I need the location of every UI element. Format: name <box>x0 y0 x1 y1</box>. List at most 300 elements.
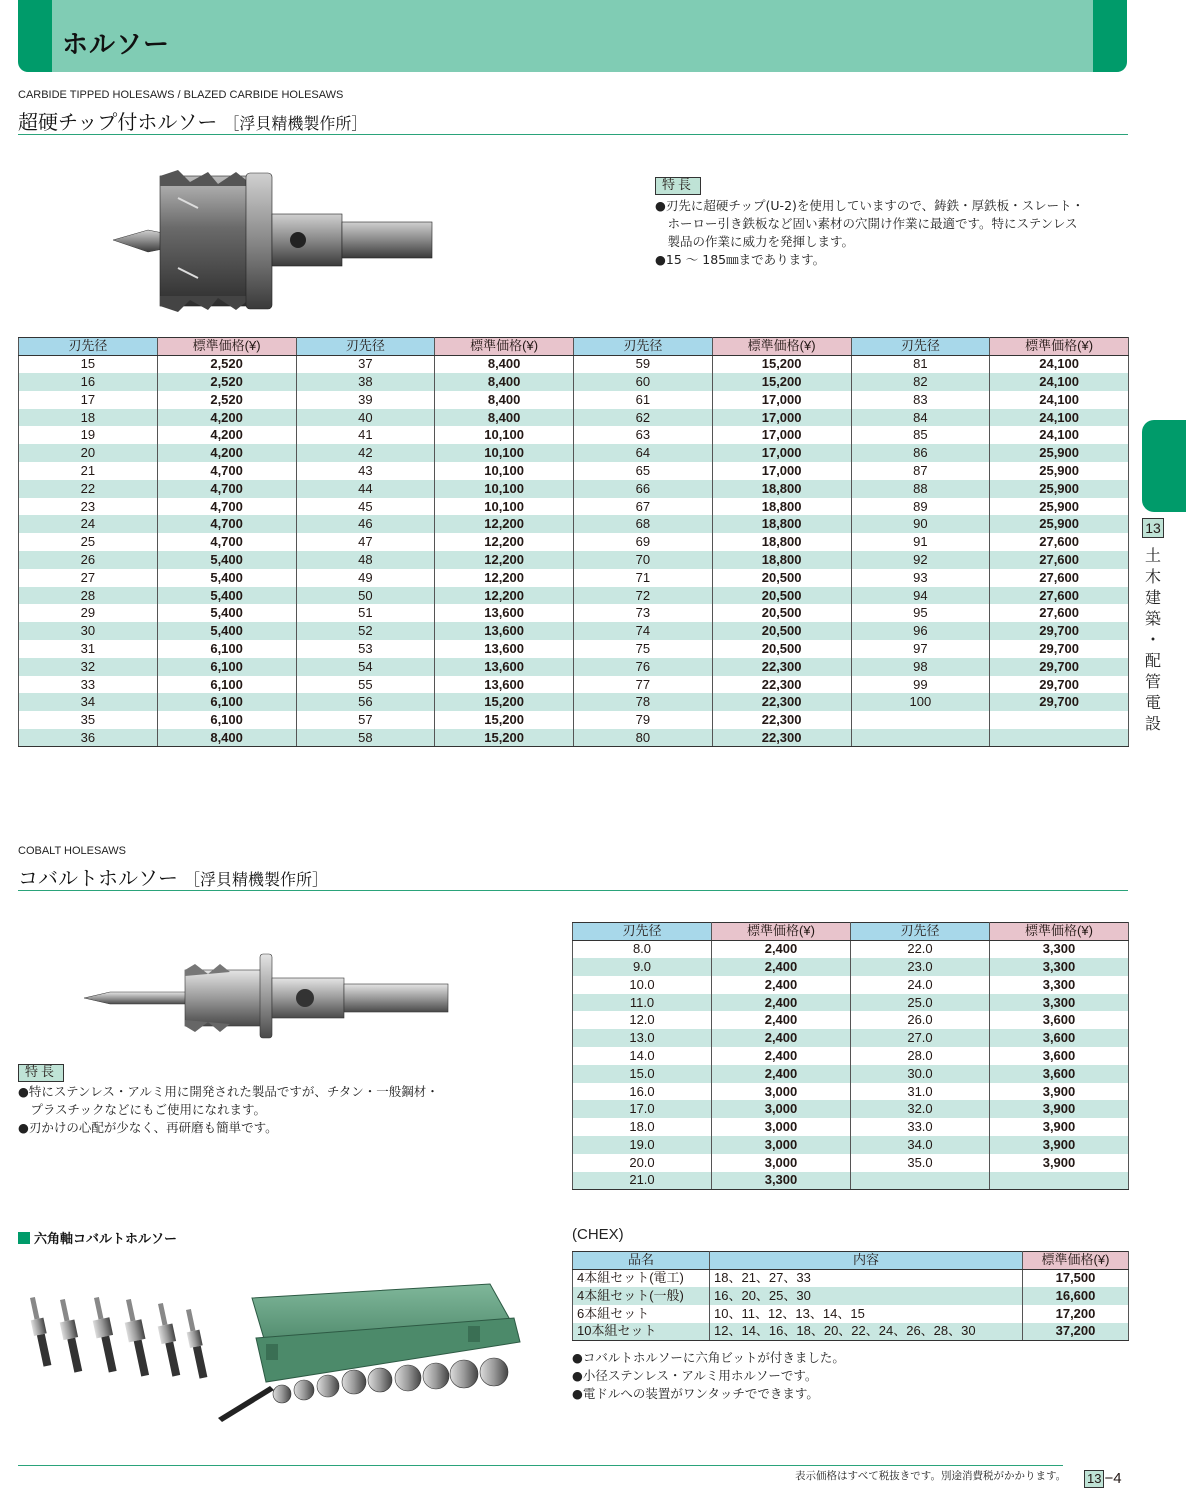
table-row <box>19 587 1129 605</box>
feature-line: ●刃かけの心配が少なく、再研磨も簡単です。 <box>18 1120 278 1135</box>
table-cell: 74 <box>574 622 713 640</box>
price-cell: 15,200 <box>712 373 851 391</box>
column-header: 標準価格(¥) <box>435 338 574 356</box>
price-cell: 24,100 <box>990 426 1129 444</box>
price-cell: 5,400 <box>157 604 296 622</box>
price-cell: 6,100 <box>157 693 296 711</box>
side-char: 土 <box>1144 546 1161 565</box>
carbide-price-table <box>18 337 1129 747</box>
price-cell: 2,400 <box>712 994 851 1012</box>
side-char: 配 <box>1144 651 1161 670</box>
table-row <box>19 355 1129 373</box>
table-cell: 80 <box>574 729 713 747</box>
table-cell: 85 <box>851 426 990 444</box>
price-cell: 2,400 <box>712 1029 851 1047</box>
section2-features-label: 特長 <box>18 1064 64 1082</box>
table-row <box>573 1047 1129 1065</box>
table-cell: 42 <box>296 444 435 462</box>
feature-line: ●特にステンレス・アルミ用に開発された製品ですが、チタン・一般鋼材・ <box>18 1084 439 1099</box>
price-cell: 3,900 <box>990 1136 1129 1154</box>
side-chapter-number: 13 <box>1142 518 1164 538</box>
side-char: ・ <box>1144 630 1161 649</box>
table-cell: 67 <box>574 498 713 516</box>
price-cell: 27,600 <box>990 604 1129 622</box>
column-header: 標準価格(¥) <box>157 338 296 356</box>
page-number <box>1084 1470 1122 1488</box>
price-cell: 3,000 <box>712 1083 851 1101</box>
table-row <box>19 551 1129 569</box>
table-cell: 88 <box>851 480 990 498</box>
table-cell: 89 <box>851 498 990 516</box>
table-row <box>19 480 1129 498</box>
table-cell: 60 <box>574 373 713 391</box>
price-cell: 12,200 <box>435 515 574 533</box>
column-header: 品名 <box>573 1252 710 1270</box>
table-cell: 24 <box>19 515 158 533</box>
price-cell: 18,800 <box>712 498 851 516</box>
price-cell <box>990 1172 1129 1190</box>
price-cell: 5,400 <box>157 569 296 587</box>
side-chapter-label <box>1142 545 1164 734</box>
section3-title <box>18 1228 177 1247</box>
table-cell: 78 <box>574 693 713 711</box>
price-cell: 17,000 <box>712 462 851 480</box>
cobalt-price-table <box>572 922 1129 1190</box>
feature-line: ホーロー引き鉄板など固い素材の穴開け作業に最適です。特にステンレス <box>655 216 1078 231</box>
side-char: 建 <box>1144 588 1161 607</box>
price-cell: 2,400 <box>712 940 851 958</box>
table-cell: 64 <box>574 444 713 462</box>
table-cell: 25.0 <box>851 994 990 1012</box>
section1-english-title: CARBIDE TIPPED HOLESAWS / BLAZED CARBIDE HOLESAWS <box>18 89 344 101</box>
table-row <box>19 426 1129 444</box>
price-cell: 17,000 <box>712 409 851 427</box>
feature-line: プラスチックなどにもご使用になれます。 <box>18 1102 267 1117</box>
table-cell: 18、21、27、33 <box>710 1269 1023 1287</box>
price-cell: 12,200 <box>435 533 574 551</box>
table-row <box>573 1287 1129 1305</box>
price-cell: 4,700 <box>157 480 296 498</box>
price-cell: 20,500 <box>712 604 851 622</box>
table-cell: 61 <box>574 391 713 409</box>
table-cell: 41 <box>296 426 435 444</box>
price-cell: 3,000 <box>712 1136 851 1154</box>
table-cell: 98 <box>851 658 990 676</box>
table-cell: 66 <box>574 480 713 498</box>
price-cell: 4,700 <box>157 462 296 480</box>
table-row <box>19 533 1129 551</box>
price-cell: 20,500 <box>712 622 851 640</box>
table-cell: 79 <box>574 711 713 729</box>
table-cell: 91 <box>851 533 990 551</box>
table-cell: 28 <box>19 587 158 605</box>
price-cell: 8,400 <box>157 729 296 747</box>
table-row <box>573 1305 1129 1323</box>
price-cell: 3,600 <box>990 1029 1129 1047</box>
hex-cobalt-set-image <box>20 1278 530 1426</box>
price-cell: 25,900 <box>990 444 1129 462</box>
price-cell: 10,100 <box>435 426 574 444</box>
table-row <box>19 693 1129 711</box>
price-cell: 4,200 <box>157 409 296 427</box>
price-cell: 24,100 <box>990 409 1129 427</box>
table-cell: 17.0 <box>573 1100 712 1118</box>
price-cell: 4,200 <box>157 426 296 444</box>
price-cell: 27,600 <box>990 569 1129 587</box>
table-cell: 29 <box>19 604 158 622</box>
price-cell: 3,600 <box>990 1047 1129 1065</box>
price-cell: 37,200 <box>1023 1323 1129 1341</box>
table-row <box>19 640 1129 658</box>
price-cell: 20,500 <box>712 587 851 605</box>
price-cell: 15,200 <box>435 693 574 711</box>
header-tab-left <box>18 0 52 72</box>
table-row <box>19 658 1129 676</box>
table-row <box>19 711 1129 729</box>
price-cell: 25,900 <box>990 462 1129 480</box>
price-cell: 22,300 <box>712 711 851 729</box>
price-cell: 18,800 <box>712 551 851 569</box>
table-cell: 34 <box>19 693 158 711</box>
table-cell: 83 <box>851 391 990 409</box>
table-header-row <box>573 923 1129 941</box>
table-cell: 24.0 <box>851 976 990 994</box>
price-cell: 22,300 <box>712 658 851 676</box>
price-cell: 16,600 <box>1023 1287 1129 1305</box>
table-cell: 33 <box>19 676 158 694</box>
price-cell: 2,400 <box>712 1065 851 1083</box>
table-cell: 57 <box>296 711 435 729</box>
price-cell: 3,000 <box>712 1118 851 1136</box>
table-cell: 16.0 <box>573 1083 712 1101</box>
price-cell: 18,800 <box>712 515 851 533</box>
table-cell: 15 <box>19 355 158 373</box>
table-row <box>19 515 1129 533</box>
table-cell: 51 <box>296 604 435 622</box>
table-row <box>19 391 1129 409</box>
table-cell: 23 <box>19 498 158 516</box>
table-cell: 62 <box>574 409 713 427</box>
price-cell: 2,400 <box>712 976 851 994</box>
price-cell: 3,900 <box>990 1154 1129 1172</box>
table-cell: 65 <box>574 462 713 480</box>
table-cell: 77 <box>574 676 713 694</box>
price-cell: 22,300 <box>712 693 851 711</box>
section2-rule <box>18 890 1128 891</box>
table-cell: 90 <box>851 515 990 533</box>
column-header: 刃先径 <box>296 338 435 356</box>
table-cell: 10.0 <box>573 976 712 994</box>
price-cell: 8,400 <box>435 355 574 373</box>
table-cell: 27 <box>19 569 158 587</box>
price-cell: 29,700 <box>990 658 1129 676</box>
page-suffix: −4 <box>1104 1470 1122 1487</box>
price-cell: 8,400 <box>435 373 574 391</box>
table-row <box>19 569 1129 587</box>
header-band <box>18 0 1127 72</box>
table-row <box>573 1065 1129 1083</box>
table-cell: 12、14、16、18、20、22、24、26、28、30 <box>710 1323 1023 1341</box>
table-cell: 28.0 <box>851 1047 990 1065</box>
footer-rule <box>18 1465 1063 1466</box>
side-char: 設 <box>1144 714 1161 733</box>
table-cell: 13.0 <box>573 1029 712 1047</box>
price-cell: 3,300 <box>712 1172 851 1190</box>
price-cell: 6,100 <box>157 711 296 729</box>
price-cell <box>990 729 1129 747</box>
table-cell: 27.0 <box>851 1029 990 1047</box>
table-cell: 22.0 <box>851 940 990 958</box>
section2-maker: ［浮貝精機製作所］ <box>184 870 329 889</box>
price-cell: 17,200 <box>1023 1305 1129 1323</box>
table-row <box>573 1100 1129 1118</box>
note-line: ●小径ステンレス・アルミ用ホルソーです。 <box>572 1368 818 1383</box>
table-row <box>573 1011 1129 1029</box>
price-cell: 27,600 <box>990 551 1129 569</box>
feature-line: 製品の作業に威力を発揮します。 <box>655 234 855 249</box>
column-header: 刃先径 <box>574 338 713 356</box>
table-row <box>19 604 1129 622</box>
section1-rule <box>18 134 1128 135</box>
table-cell: 69 <box>574 533 713 551</box>
table-cell: 93 <box>851 569 990 587</box>
chex-set-table <box>572 1251 1129 1341</box>
table-cell: 35 <box>19 711 158 729</box>
table-cell <box>851 711 990 729</box>
table-row <box>19 462 1129 480</box>
price-cell: 24,100 <box>990 391 1129 409</box>
price-cell: 3,300 <box>990 940 1129 958</box>
table-cell: 54 <box>296 658 435 676</box>
price-cell: 6,100 <box>157 658 296 676</box>
table-cell: 95 <box>851 604 990 622</box>
section3-notes <box>572 1349 845 1403</box>
price-cell: 2,520 <box>157 373 296 391</box>
price-cell: 18,800 <box>712 533 851 551</box>
table-cell: 22 <box>19 480 158 498</box>
price-cell: 2,400 <box>712 1011 851 1029</box>
table-row <box>19 622 1129 640</box>
table-cell: 73 <box>574 604 713 622</box>
table-cell: 20 <box>19 444 158 462</box>
table-row <box>573 1269 1129 1287</box>
price-cell: 3,900 <box>990 1083 1129 1101</box>
table-cell: 59 <box>574 355 713 373</box>
section1-title <box>18 106 367 135</box>
footer-tax-note: 表示価格はすべて税抜きです。別途消費税がかかります。 <box>795 1470 1067 1482</box>
price-cell: 2,400 <box>712 1047 851 1065</box>
table-cell: 87 <box>851 462 990 480</box>
column-header: 標準価格(¥) <box>712 923 851 941</box>
table-cell: 19.0 <box>573 1136 712 1154</box>
column-header: 刃先径 <box>19 338 158 356</box>
price-cell: 12,200 <box>435 569 574 587</box>
table-cell: 8.0 <box>573 940 712 958</box>
table-cell: 9.0 <box>573 958 712 976</box>
price-cell: 3,600 <box>990 1011 1129 1029</box>
table-row <box>19 729 1129 747</box>
table-cell: 18 <box>19 409 158 427</box>
price-cell: 3,300 <box>990 958 1129 976</box>
table-cell: 31.0 <box>851 1083 990 1101</box>
table-cell: 72 <box>574 587 713 605</box>
table-cell: 52 <box>296 622 435 640</box>
price-cell: 18,800 <box>712 480 851 498</box>
table-cell: 16、20、25、30 <box>710 1287 1023 1305</box>
column-header: 内容 <box>710 1252 1023 1270</box>
price-cell: 10,100 <box>435 462 574 480</box>
price-cell: 13,600 <box>435 604 574 622</box>
table-cell: 100 <box>851 693 990 711</box>
table-row <box>19 676 1129 694</box>
price-cell: 10,100 <box>435 480 574 498</box>
table-cell: 49 <box>296 569 435 587</box>
table-cell: 16 <box>19 373 158 391</box>
table-cell: 26 <box>19 551 158 569</box>
side-index-tab[interactable] <box>1142 420 1186 512</box>
table-row <box>573 1323 1129 1341</box>
table-cell: 46 <box>296 515 435 533</box>
side-char: 築 <box>1144 609 1161 628</box>
price-cell <box>990 711 1129 729</box>
table-cell: 47 <box>296 533 435 551</box>
price-cell: 13,600 <box>435 640 574 658</box>
section2-features <box>18 1083 439 1137</box>
price-cell: 6,100 <box>157 640 296 658</box>
table-row <box>19 373 1129 391</box>
table-cell: 48 <box>296 551 435 569</box>
green-square-icon <box>18 1232 30 1244</box>
table-cell: 55 <box>296 676 435 694</box>
price-cell: 24,100 <box>990 355 1129 373</box>
table-cell: 44 <box>296 480 435 498</box>
table-cell: 18.0 <box>573 1118 712 1136</box>
table-cell: 14.0 <box>573 1047 712 1065</box>
table-cell: 10、11、12、13、14、15 <box>710 1305 1023 1323</box>
table-cell: 92 <box>851 551 990 569</box>
feature-line: ●15 ～ 185㎜まであります。 <box>655 252 826 267</box>
table-cell: 86 <box>851 444 990 462</box>
table-cell <box>851 729 990 747</box>
table-cell: 17 <box>19 391 158 409</box>
page-title: ホルソー <box>62 30 171 60</box>
price-cell: 4,200 <box>157 444 296 462</box>
table-row <box>573 994 1129 1012</box>
table-row <box>573 958 1129 976</box>
table-row <box>573 1136 1129 1154</box>
table-row <box>19 409 1129 427</box>
price-cell: 5,400 <box>157 551 296 569</box>
table-row <box>19 498 1129 516</box>
price-cell: 13,600 <box>435 676 574 694</box>
side-char: 電 <box>1144 693 1161 712</box>
section2-english-title: COBALT HOLESAWS <box>18 845 126 857</box>
table-cell: 35.0 <box>851 1154 990 1172</box>
price-cell: 3,300 <box>990 994 1129 1012</box>
table-cell: 45 <box>296 498 435 516</box>
section2-title <box>18 862 328 891</box>
table-cell: 34.0 <box>851 1136 990 1154</box>
table-cell: 4本組セット(一般) <box>573 1287 710 1305</box>
price-cell: 25,900 <box>990 498 1129 516</box>
price-cell: 20,500 <box>712 569 851 587</box>
price-cell: 13,600 <box>435 622 574 640</box>
price-cell: 10,100 <box>435 444 574 462</box>
table-cell: 94 <box>851 587 990 605</box>
note-line: ●電ドルへの装置がワンタッチでできます。 <box>572 1386 819 1401</box>
table-cell: 82 <box>851 373 990 391</box>
table-row <box>573 1172 1129 1190</box>
price-cell: 27,600 <box>990 533 1129 551</box>
price-cell: 17,000 <box>712 391 851 409</box>
column-header: 標準価格(¥) <box>1023 1252 1129 1270</box>
table-cell: 21.0 <box>573 1172 712 1190</box>
price-cell: 29,700 <box>990 622 1129 640</box>
price-cell: 6,100 <box>157 676 296 694</box>
section2-title-text: コバルトホルソー <box>18 866 178 890</box>
section1-features <box>655 197 1084 269</box>
section1-title-text: 超硬チップ付ホルソー <box>18 110 218 134</box>
table-cell: 99 <box>851 676 990 694</box>
column-header: 刃先径 <box>573 923 712 941</box>
table-cell: 4本組セット(電工) <box>573 1269 710 1287</box>
price-cell: 5,400 <box>157 587 296 605</box>
price-cell: 3,900 <box>990 1100 1129 1118</box>
price-cell: 22,300 <box>712 729 851 747</box>
price-cell: 4,700 <box>157 515 296 533</box>
table-cell: 32 <box>19 658 158 676</box>
column-header: 刃先径 <box>851 923 990 941</box>
column-header: 標準価格(¥) <box>990 338 1129 356</box>
table-row <box>19 444 1129 462</box>
table-cell: 84 <box>851 409 990 427</box>
price-cell: 29,700 <box>990 693 1129 711</box>
price-cell: 2,520 <box>157 391 296 409</box>
table-cell: 32.0 <box>851 1100 990 1118</box>
column-header: 刃先径 <box>851 338 990 356</box>
column-header: 標準価格(¥) <box>990 923 1129 941</box>
table-header-row <box>573 1252 1129 1270</box>
price-cell: 5,400 <box>157 622 296 640</box>
table-cell: 11.0 <box>573 994 712 1012</box>
table-cell: 26.0 <box>851 1011 990 1029</box>
price-cell: 25,900 <box>990 515 1129 533</box>
table-cell: 53 <box>296 640 435 658</box>
table-cell: 81 <box>851 355 990 373</box>
price-cell: 12,200 <box>435 587 574 605</box>
section3-code: (CHEX) <box>572 1226 624 1243</box>
price-cell: 15,200 <box>712 355 851 373</box>
table-cell: 6本組セット <box>573 1305 710 1323</box>
table-cell: 33.0 <box>851 1118 990 1136</box>
cobalt-holesaw-image <box>80 950 452 1042</box>
table-cell <box>851 1172 990 1190</box>
price-cell: 17,000 <box>712 444 851 462</box>
price-cell: 20,500 <box>712 640 851 658</box>
table-header-row <box>19 338 1129 356</box>
table-cell: 20.0 <box>573 1154 712 1172</box>
table-row <box>573 976 1129 994</box>
price-cell: 10,100 <box>435 498 574 516</box>
section1-maker: ［浮貝精機製作所］ <box>223 114 368 133</box>
table-cell: 39 <box>296 391 435 409</box>
table-cell: 30.0 <box>851 1065 990 1083</box>
price-cell: 8,400 <box>435 391 574 409</box>
table-cell: 56 <box>296 693 435 711</box>
price-cell: 24,100 <box>990 373 1129 391</box>
table-row <box>573 1083 1129 1101</box>
table-cell: 96 <box>851 622 990 640</box>
